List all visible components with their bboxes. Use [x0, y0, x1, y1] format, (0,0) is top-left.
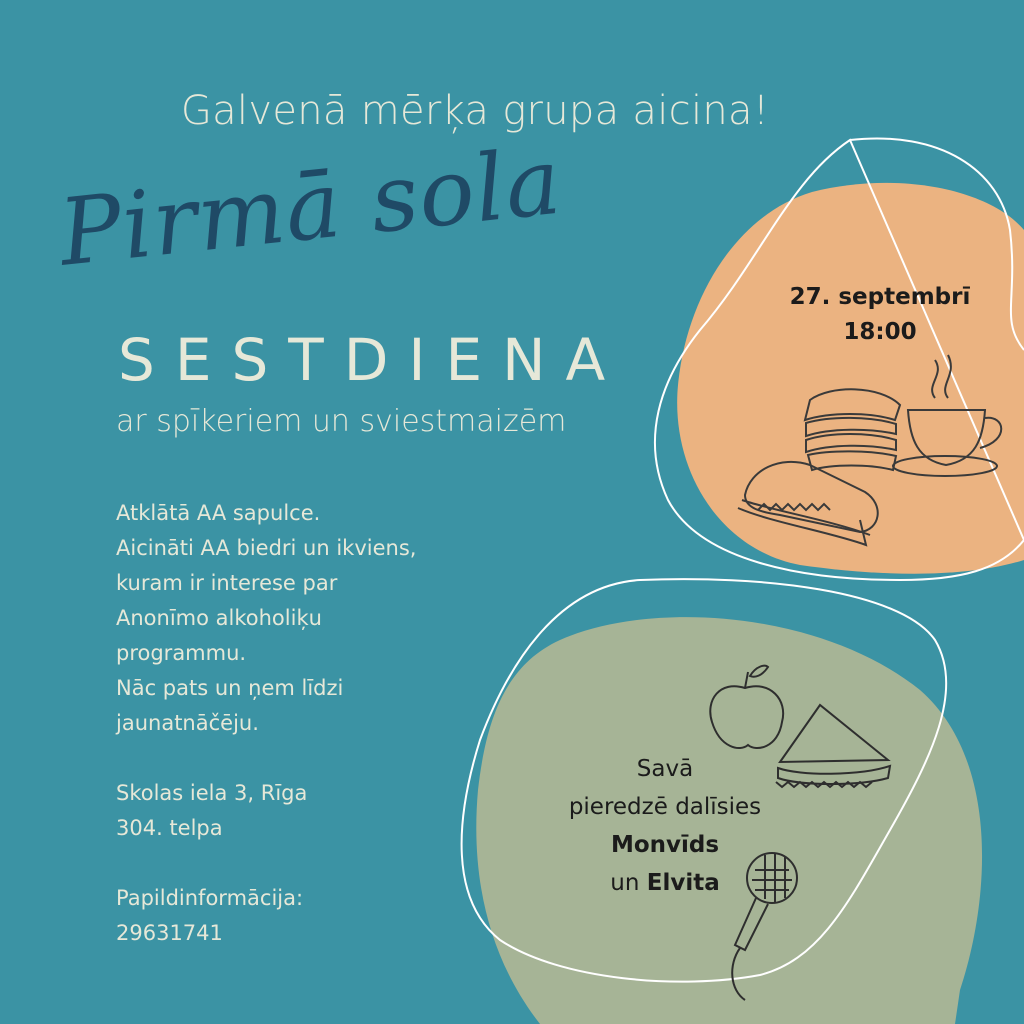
speakers-block — [520, 750, 810, 902]
description-line: Atklātā AA sapulce. — [116, 501, 321, 525]
description-block — [116, 496, 436, 951]
speakers-conjunction: un — [610, 870, 640, 896]
subtitle: ar spīkeriem un sviestmaizēm — [116, 404, 567, 439]
speakers-line1: Savā — [636, 756, 694, 782]
event-datetime — [770, 280, 990, 350]
description-line: programmu. — [116, 641, 247, 665]
speakers-line2: pieredzē dalīsies — [568, 794, 762, 820]
address-room: 304. telpa — [116, 816, 223, 840]
big-title: SESTDIENA — [118, 326, 626, 394]
description-line: Aicināti AA biedri un ikviens, — [116, 536, 417, 560]
description-line: kuram ir interese par — [116, 571, 338, 595]
speaker-name-2: Elvita — [646, 870, 720, 896]
headline: Galvenā mērķa grupa aicina! — [180, 88, 770, 134]
event-time: 18:00 — [843, 319, 917, 345]
description-line: jaunatnāčēju. — [116, 711, 259, 735]
script-title: Pirmā sola — [54, 127, 567, 287]
info-label: Papildinformācija: — [116, 886, 304, 910]
peach-blob — [677, 183, 1024, 574]
info-phone: 29631741 — [116, 921, 223, 945]
description-line: Nāc pats un ņem līdzi — [116, 676, 344, 700]
event-date: 27. septembrī — [789, 284, 971, 310]
description-line: Anonīmo alkoholiķu — [116, 606, 322, 630]
speaker-name-1: Monvīds — [610, 832, 720, 858]
address-street: Skolas iela 3, Rīga — [116, 781, 308, 805]
